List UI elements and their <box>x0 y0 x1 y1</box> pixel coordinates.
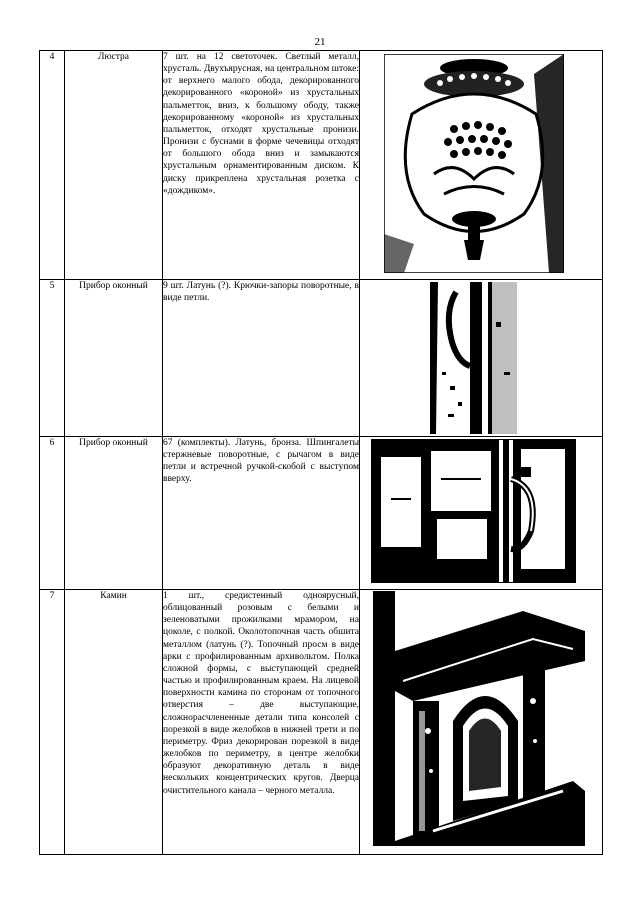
table-row <box>40 437 603 590</box>
item-description: 1 шт., средистенный одноярусный, облицованный розовым с белыми и зеленоватыми прожилками мрамором, на цоколе, с полкой. Околотопочная часть обшита металлом (латунь (?). Топочный просм в виде арки с профилированным архивольтом. Полка сложной формы, с выступающей средней частью и профилированным краем. На лицевой поверхности камина по сторонам от топочного отверстия – две выступающие, сложнорасчлененные детали типа консолей с порезкой в виде желобков в нижней трети и по периметру. Фриз декорирован порезкой в виде желобков по периметру, в центре желобки образуют декоративную деталь в виде нескольких концентрических кругов. Дверца очистительного канала – черного металла. <box>163 590 360 855</box>
table-row <box>40 280 603 437</box>
item-description: 7 шт. на 12 светоточек. Светлый металл, хрусталь. Двухъярусная, на центральном штоке: от верхнего малого обода, декорированного декорированного «короной» из хрустальных пальметток, вниз, к большому ободу, также декорированному «короной» из хрустальных пальметток, отходят хрустальные пронизи. Пронизи с буснами в форме чечевицы отходят от большого обода вниз и замыкаются хрустальным орнаментированным диском. К диску прикреплена хрустальная розетка с «дождиком». <box>163 51 360 280</box>
item-description: 67 (комплекты). Латунь, бронза. Шпингалеты стержневые поворотные, с рычагом в виде петли и встречной ручкой-скобой с выступом вверху. <box>163 437 360 590</box>
row-number: 5 <box>40 280 65 437</box>
row-number: 4 <box>40 51 65 280</box>
espagnolette-photo <box>371 439 576 583</box>
item-description: 9 шт. Латунь (?). Крючки-запоры поворотные, в виде петли. <box>163 280 360 437</box>
fireplace-photo <box>373 591 585 846</box>
table-row <box>40 590 603 855</box>
window-latch-photo <box>430 282 517 434</box>
inventory-table <box>39 50 603 855</box>
photo-cell <box>360 51 603 280</box>
item-name: Прибор оконный <box>65 437 163 590</box>
item-name: Камин <box>65 590 163 855</box>
item-name: Прибор оконный <box>65 280 163 437</box>
row-number: 7 <box>40 590 65 855</box>
item-name: Люстра <box>65 51 163 280</box>
row-number: 6 <box>40 437 65 590</box>
table-row <box>40 51 603 280</box>
page-number: 21 <box>314 36 326 48</box>
chandelier-photo <box>384 54 564 273</box>
photo-cell <box>360 590 603 855</box>
photo-cell <box>360 437 603 590</box>
photo-cell <box>360 280 603 437</box>
